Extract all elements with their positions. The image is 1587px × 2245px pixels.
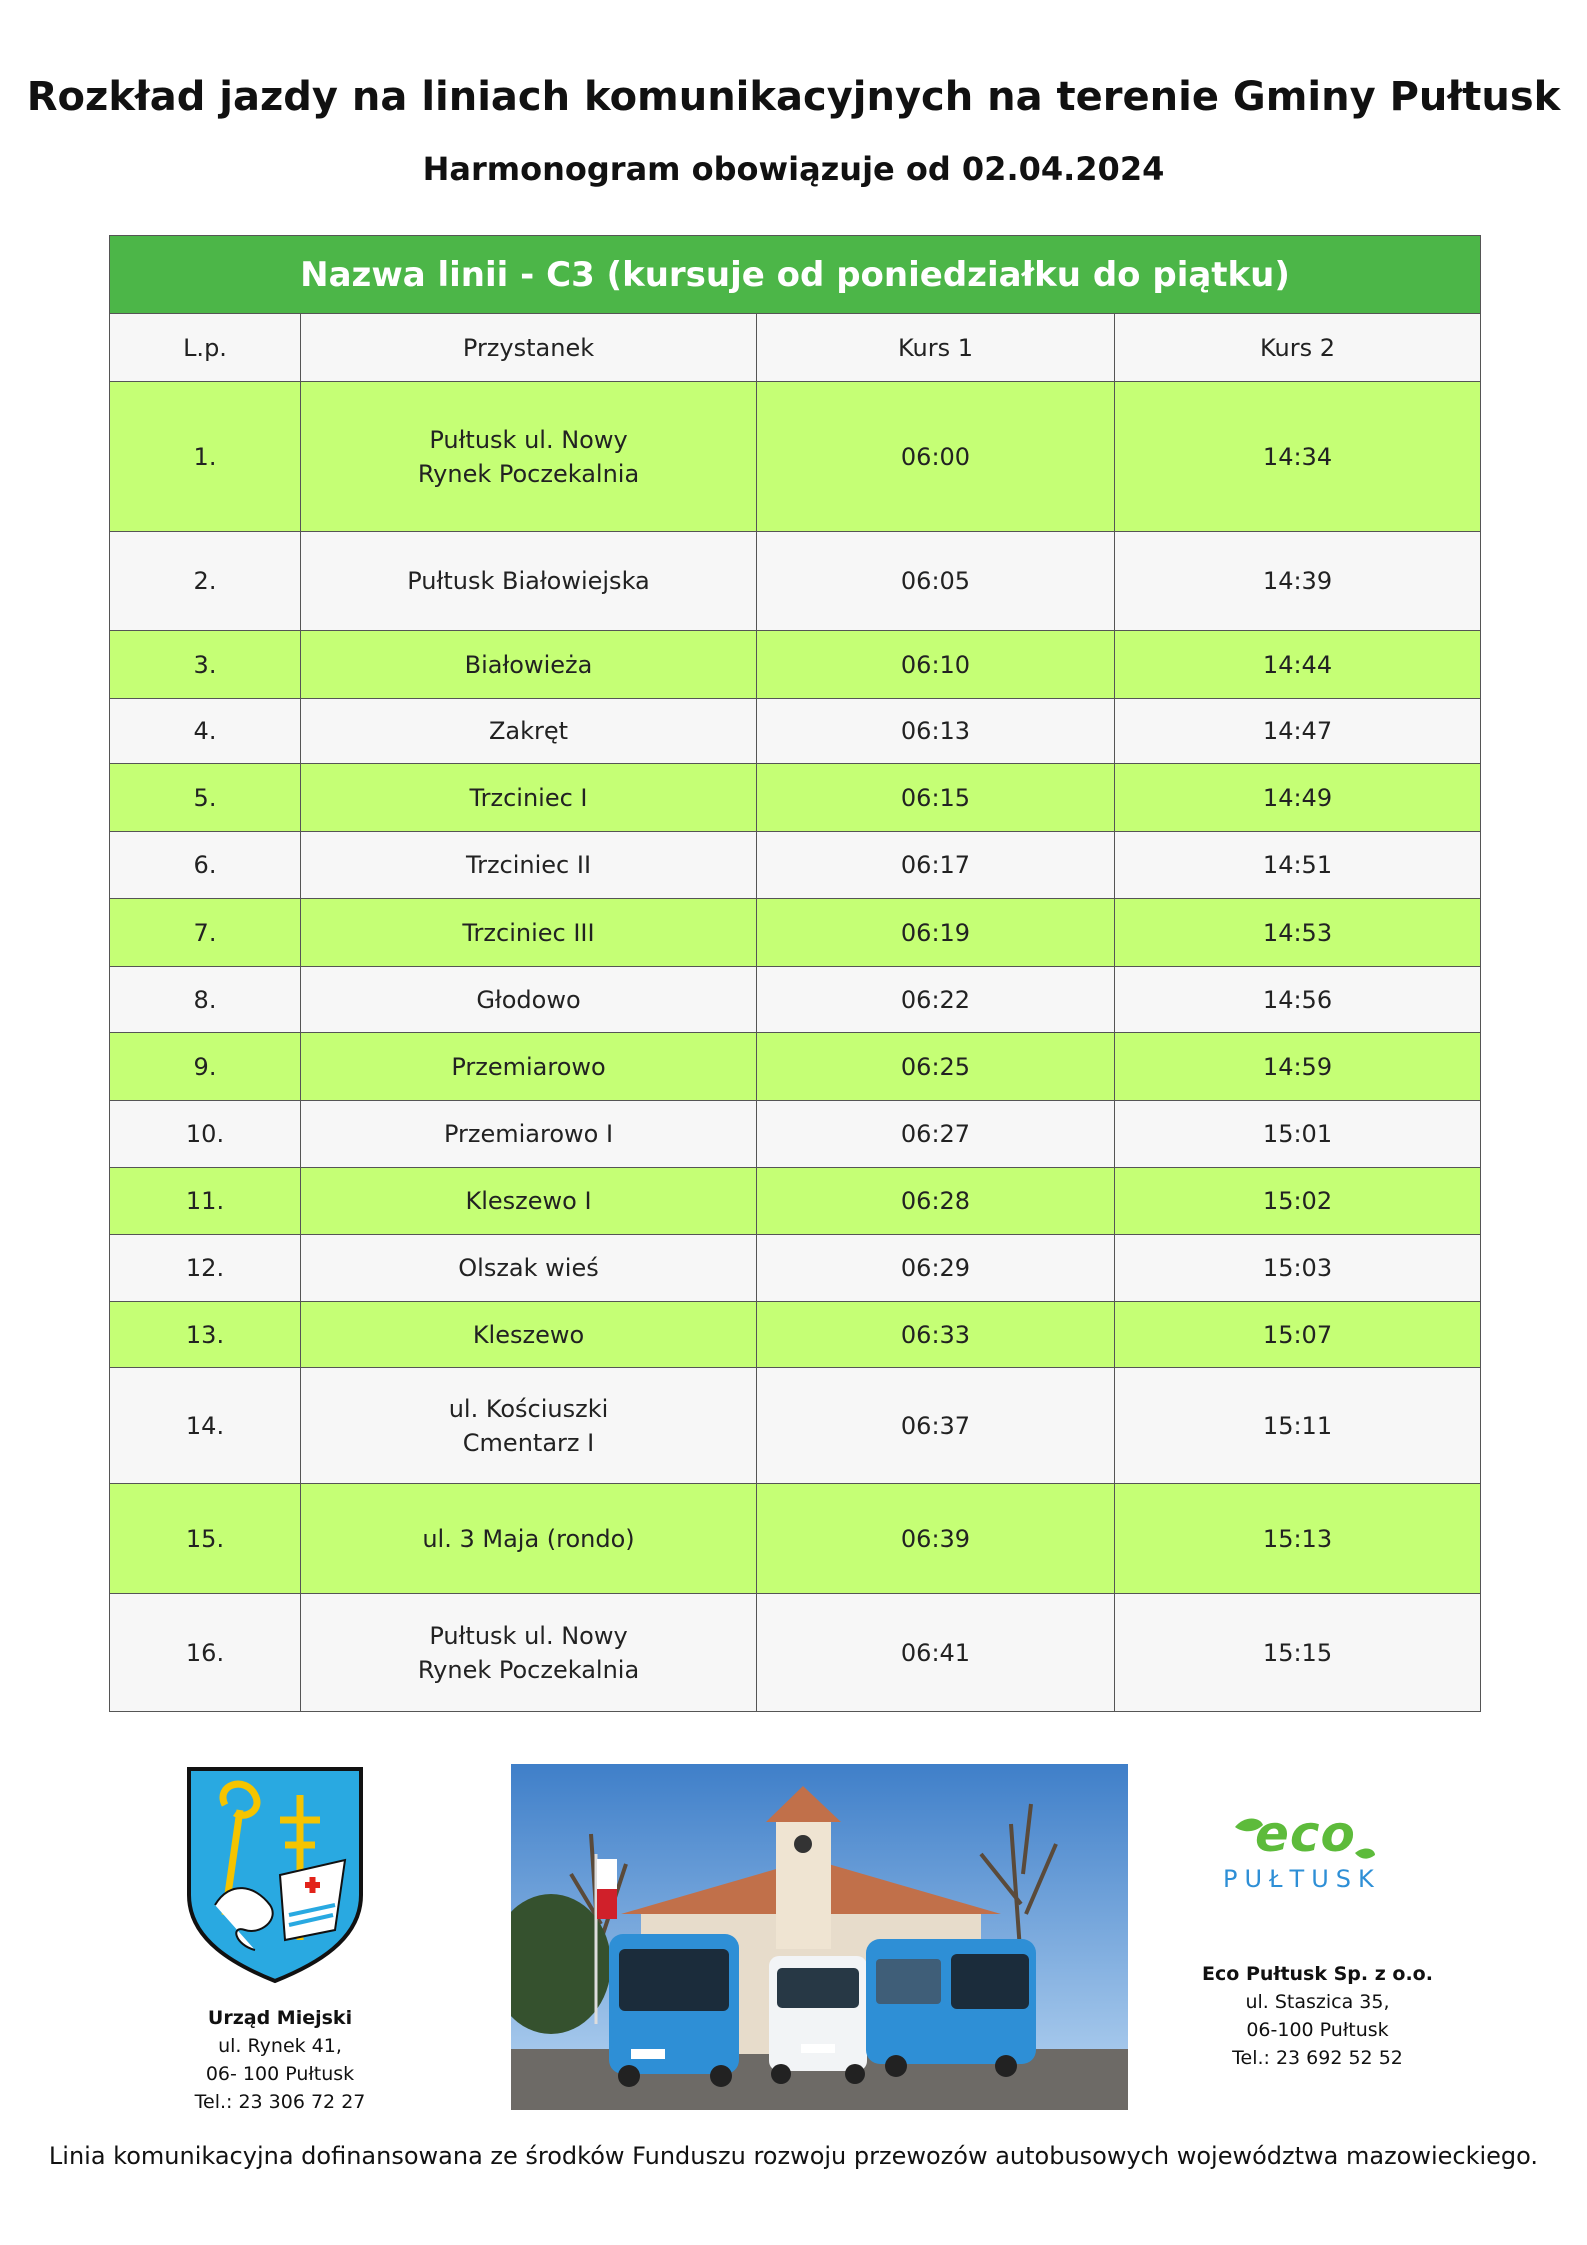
table-row [110, 1368, 1481, 1484]
table-row [110, 631, 1481, 699]
kurs1-time: 06:19 [757, 899, 1115, 967]
row-number: 6. [110, 832, 301, 899]
kurs2-time: 14:53 [1115, 899, 1481, 967]
city-office-info [160, 2004, 400, 2116]
table-row [110, 832, 1481, 899]
table-row [110, 1302, 1481, 1368]
kurs1-time: 06:17 [757, 832, 1115, 899]
office-name: Urząd Miejski [207, 2007, 353, 2029]
line-name: Nazwa linii - C3 (kursuje od poniedziałku do piątku) [110, 236, 1481, 314]
stop-name: ul. 3 Maja (rondo) [301, 1484, 757, 1594]
table-row [110, 1168, 1481, 1235]
kurs1-time: 06:28 [757, 1168, 1115, 1235]
kurs2-time: 15:07 [1115, 1302, 1481, 1368]
kurs1-time: 06:22 [757, 967, 1115, 1033]
row-number: 12. [110, 1235, 301, 1302]
line-name-row [110, 236, 1481, 314]
kurs1-time: 06:13 [757, 699, 1115, 764]
kurs1-time: 06:00 [757, 382, 1115, 532]
column-header-row [110, 314, 1481, 382]
eco-logo-word: eco [1255, 1805, 1356, 1863]
column-header-kurs2: Kurs 2 [1115, 314, 1481, 382]
table-row [110, 532, 1481, 631]
kurs1-time: 06:05 [757, 532, 1115, 631]
row-number: 5. [110, 764, 301, 832]
timetable [109, 235, 1481, 1712]
kurs2-time: 14:39 [1115, 532, 1481, 631]
row-number: 16. [110, 1594, 301, 1712]
kurs2-time: 15:13 [1115, 1484, 1481, 1594]
stop-name: Głodowo [301, 967, 757, 1033]
kurs1-time: 06:29 [757, 1235, 1115, 1302]
stop-name: Przemiarowo I [301, 1101, 757, 1168]
kurs2-time: 14:59 [1115, 1033, 1481, 1101]
eco-address-line2: 06-100 Pułtusk [1246, 2019, 1389, 2041]
kurs1-time: 06:39 [757, 1484, 1115, 1594]
kurs1-time: 06:10 [757, 631, 1115, 699]
kurs2-time: 15:02 [1115, 1168, 1481, 1235]
kurs2-time: 15:03 [1115, 1235, 1481, 1302]
kurs2-time: 14:34 [1115, 382, 1481, 532]
table-row [110, 1484, 1481, 1594]
table-row [110, 699, 1481, 764]
kurs1-time: 06:37 [757, 1368, 1115, 1484]
eco-pultusk-logo [1215, 1805, 1435, 1900]
column-header-lp: L.p. [110, 314, 301, 382]
column-header-kurs1: Kurs 1 [757, 314, 1115, 382]
stop-name: Kleszewo I [301, 1168, 757, 1235]
office-address-line1: ul. Rynek 41, [218, 2035, 342, 2057]
kurs1-time: 06:15 [757, 764, 1115, 832]
row-number: 15. [110, 1484, 301, 1594]
table-row [110, 1235, 1481, 1302]
table-row [110, 967, 1481, 1033]
kurs2-time: 14:56 [1115, 967, 1481, 1033]
electric-buses-photo [511, 1764, 1128, 2110]
stop-name: Pułtusk ul. Nowy Rynek Poczekalnia [301, 382, 757, 532]
stop-name: ul. Kościuszki Cmentarz I [301, 1368, 757, 1484]
eco-logo-city: PUŁTUSK [1223, 1865, 1381, 1893]
stop-name: Przemiarowo [301, 1033, 757, 1101]
eco-phone: Tel.: 23 692 52 52 [1232, 2047, 1403, 2069]
coat-of-arms-icon [185, 1765, 365, 1985]
page-title: Rozkład jazdy na liniach komunikacyjnych na terenie Gminy Pułtusk [26, 74, 1561, 120]
kurs1-time: 06:25 [757, 1033, 1115, 1101]
stop-name: Trzciniec III [301, 899, 757, 967]
office-address-line2: 06- 100 Pułtusk [205, 2063, 355, 2085]
stop-name: Białowieża [301, 631, 757, 699]
stop-name: Pułtusk Białowiejska [301, 532, 757, 631]
row-number: 3. [110, 631, 301, 699]
row-number: 8. [110, 967, 301, 1033]
row-number: 4. [110, 699, 301, 764]
stop-name: Olszak wieś [301, 1235, 757, 1302]
row-number: 11. [110, 1168, 301, 1235]
stop-name: Trzciniec II [301, 832, 757, 899]
office-phone: Tel.: 23 306 72 27 [194, 2091, 366, 2113]
kurs1-time: 06:33 [757, 1302, 1115, 1368]
stop-name: Trzciniec I [301, 764, 757, 832]
table-row [110, 899, 1481, 967]
eco-address-line1: ul. Staszica 35, [1245, 1991, 1390, 2013]
row-number: 7. [110, 899, 301, 967]
kurs2-time: 14:47 [1115, 699, 1481, 764]
kurs2-time: 15:15 [1115, 1594, 1481, 1712]
eco-company-info [1190, 1960, 1445, 2072]
row-number: 14. [110, 1368, 301, 1484]
table-row [110, 764, 1481, 832]
table-row [110, 1033, 1481, 1101]
row-number: 1. [110, 382, 301, 532]
kurs2-time: 14:44 [1115, 631, 1481, 699]
kurs1-time: 06:27 [757, 1101, 1115, 1168]
eco-company-name: Eco Pułtusk Sp. z o.o. [1202, 1963, 1433, 1985]
column-header-stop: Przystanek [301, 314, 757, 382]
page-subtitle: Harmonogram obowiązuje od 02.04.2024 [422, 150, 1165, 188]
row-number: 9. [110, 1033, 301, 1101]
table-row [110, 1101, 1481, 1168]
stop-name: Pułtusk ul. Nowy Rynek Poczekalnia [301, 1594, 757, 1712]
kurs2-time: 15:01 [1115, 1101, 1481, 1168]
table-row [110, 1594, 1481, 1712]
kurs2-time: 15:11 [1115, 1368, 1481, 1484]
row-number: 10. [110, 1101, 301, 1168]
kurs2-time: 14:51 [1115, 832, 1481, 899]
kurs2-time: 14:49 [1115, 764, 1481, 832]
stop-name: Kleszewo [301, 1302, 757, 1368]
table-row [110, 382, 1481, 532]
stop-name: Zakręt [301, 699, 757, 764]
row-number: 13. [110, 1302, 301, 1368]
kurs1-time: 06:41 [757, 1594, 1115, 1712]
row-number: 2. [110, 532, 301, 631]
funding-note: Linia komunikacyjna dofinansowana ze środków Funduszu rozwoju przewozów autobusowych województwa mazowieckiego. [48, 2142, 1539, 2170]
